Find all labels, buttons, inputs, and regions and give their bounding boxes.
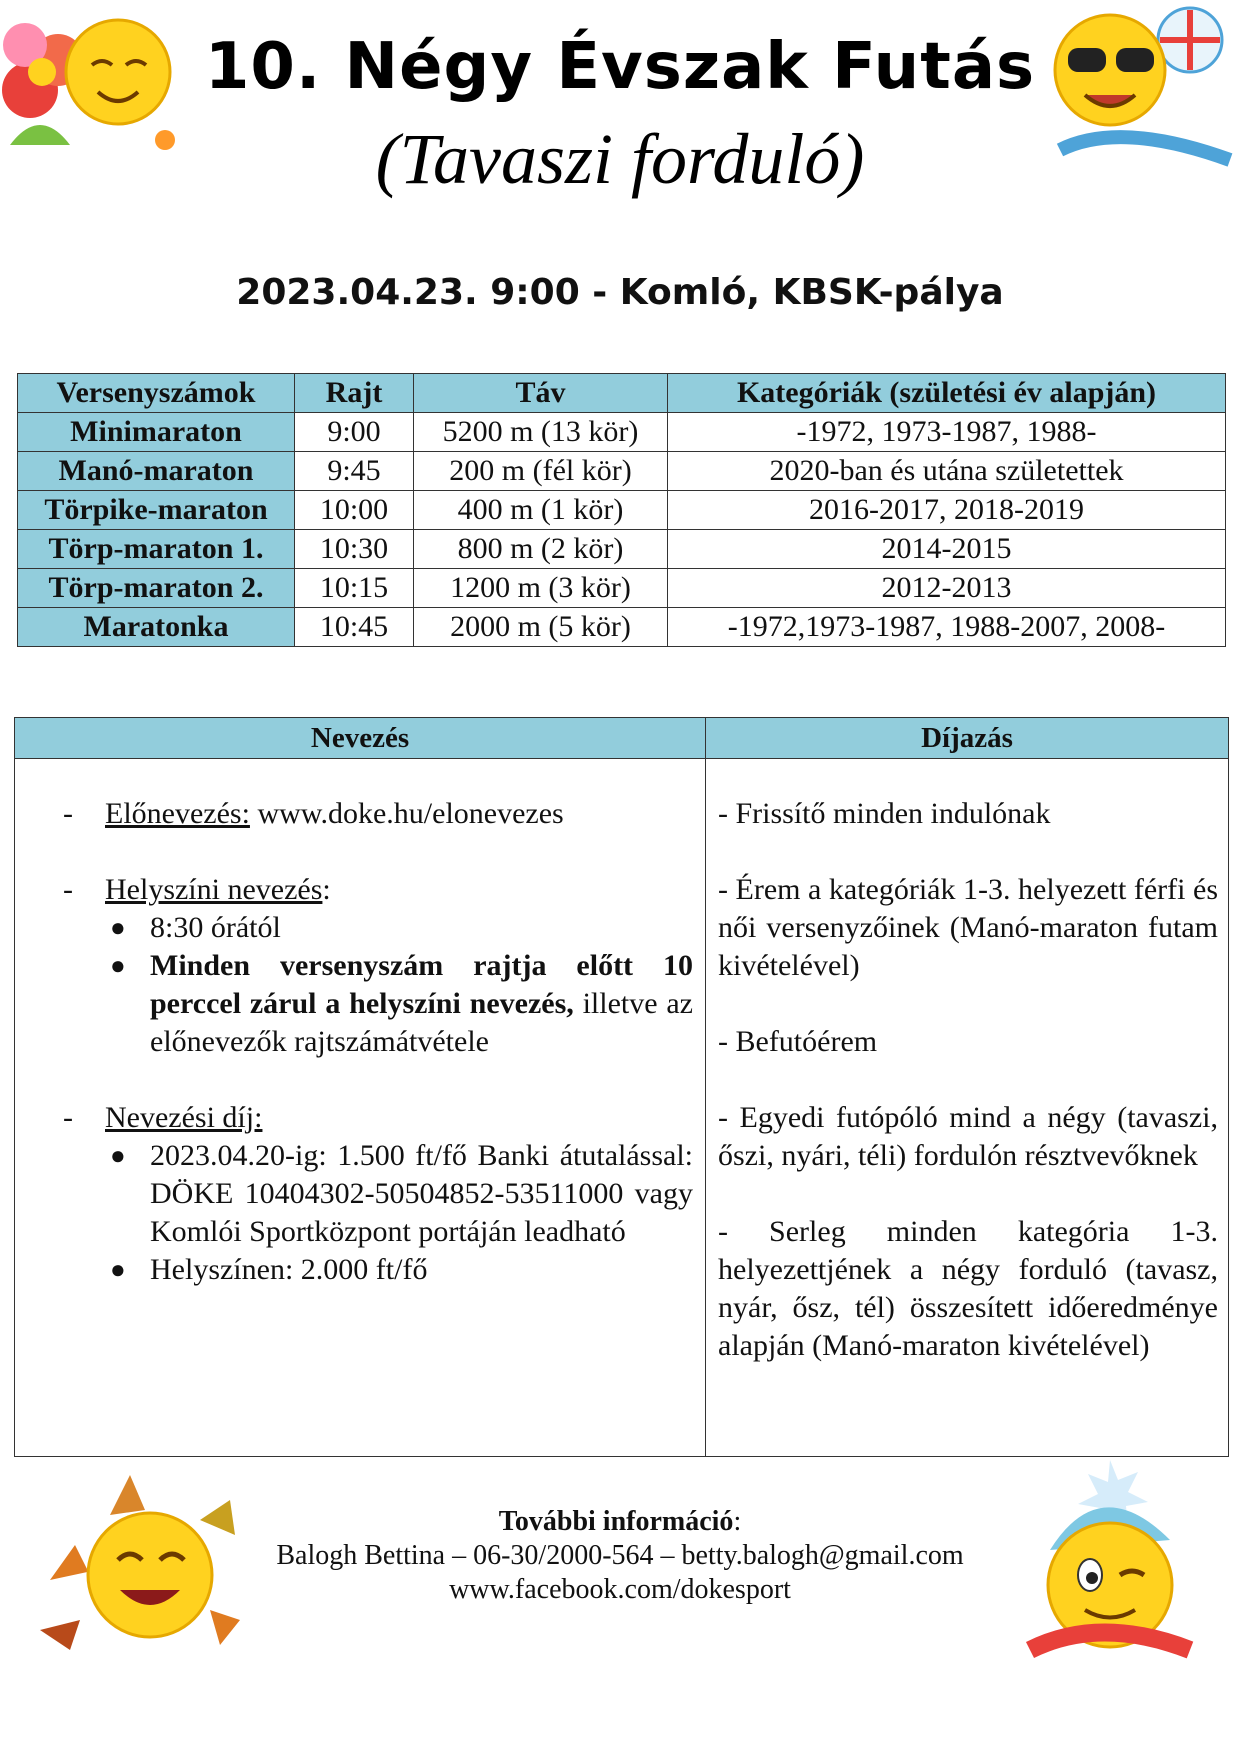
table-row xyxy=(18,530,1226,569)
race-start: 10:30 xyxy=(295,530,414,569)
bullet-icon: ● xyxy=(110,913,126,942)
prize-item: - Egyedi futópóló mind a négy (tavaszi, őszi, nyári, téli) fordulón résztvevőknek xyxy=(718,1101,1218,1172)
col-header-categories: Kategóriák (születési év alapján) xyxy=(668,374,1226,413)
onsite-registration-label: Helyszíni nevezés xyxy=(105,873,323,906)
col-header-distance: Táv xyxy=(414,374,668,413)
race-name: Törp-maraton 2. xyxy=(18,569,295,608)
onsite-list xyxy=(105,909,693,1061)
race-categories: 2014-2015 xyxy=(668,530,1226,569)
contact-line: Balogh Bettina – 06-30/2000-564 – betty.balogh@gmail.com xyxy=(276,1540,964,1571)
dash-marker: - xyxy=(63,873,73,906)
item-text: Helyszínen: 2.000 ft/fő xyxy=(150,1253,428,1286)
dash-marker: - xyxy=(63,1101,73,1134)
race-name: Törpike-maraton xyxy=(18,491,295,530)
item-text: 8:30 órától xyxy=(150,911,281,944)
bullet-icon: ● xyxy=(110,951,126,980)
pre-registration-label: Előnevezés: xyxy=(105,797,250,830)
race-categories: 2016-2017, 2018-2019 xyxy=(668,491,1226,530)
winter-smiley-icon xyxy=(970,1440,1220,1680)
race-categories: 2012-2013 xyxy=(668,569,1226,608)
autumn-smiley-icon xyxy=(20,1460,260,1660)
spring-smiley-icon xyxy=(0,0,200,175)
col-header-events: Versenyszámok xyxy=(18,374,295,413)
race-name: Minimaraton xyxy=(18,413,295,452)
onsite-registration-item xyxy=(63,871,693,1061)
race-distance: 5200 m (13 kör) xyxy=(414,413,668,452)
race-name: Maratonka xyxy=(18,608,295,647)
list-item xyxy=(110,1137,693,1251)
footer-heading: További információ xyxy=(498,1506,734,1537)
label-colon: : xyxy=(322,873,331,906)
item-text: 2023.04.20-ig: 1.500 ft/fő Banki átutalással: DÖKE 10404302-50504852-53511000 vagy Komlói Sportközpont portáján leadható xyxy=(150,1139,693,1248)
prize-item: - Serleg minden kategória 1-3. helyezettjének a négy forduló (tavasz, nyár, ősz, tél) összesített időeredménye alapján (Manó-maraton kivételével) xyxy=(718,1215,1218,1362)
prize-item: - Befutóérem xyxy=(718,1025,878,1058)
list-item xyxy=(110,947,693,1061)
race-distance: 800 m (2 kör) xyxy=(414,530,668,569)
race-distance: 2000 m (5 kör) xyxy=(414,608,668,647)
fee-list xyxy=(105,1137,693,1289)
race-distance: 1200 m (3 kör) xyxy=(414,569,668,608)
prizes-header: Díjazás xyxy=(706,718,1229,759)
races-table xyxy=(17,373,1226,647)
race-categories: -1972, 1973-1987, 1988- xyxy=(668,413,1226,452)
race-start: 10:00 xyxy=(295,491,414,530)
table-row xyxy=(18,569,1226,608)
list-item xyxy=(110,909,693,947)
registration-header: Nevezés xyxy=(15,718,706,759)
prize-item: - Frissítő minden indulónak xyxy=(718,797,1051,830)
pre-registration-item xyxy=(63,795,693,833)
page-subtitle: (Tavaszi forduló) xyxy=(375,119,865,199)
race-start: 9:45 xyxy=(295,452,414,491)
table-row xyxy=(18,608,1226,647)
registration-section xyxy=(15,759,706,1457)
table-row xyxy=(18,491,1226,530)
race-categories: -1972,1973-1987, 1988-2007, 2008- xyxy=(668,608,1226,647)
prize-item: - Érem a kategóriák 1-3. helyezett férfi és női versenyzőinek (Manó-maraton futam kivételével) xyxy=(718,873,1218,982)
prizes-section xyxy=(706,759,1229,1457)
bullet-icon: ● xyxy=(110,1141,126,1170)
race-name: Manó-maraton xyxy=(18,452,295,491)
event-date-location: 2023.04.23. 9:00 - Komló, KBSK-pálya xyxy=(236,272,1004,313)
info-table xyxy=(14,717,1229,1457)
contact-footer xyxy=(240,1505,1000,1607)
races-header-row xyxy=(18,374,1226,413)
race-name: Törp-maraton 1. xyxy=(18,530,295,569)
dash-marker: - xyxy=(63,797,73,830)
bullet-icon: ● xyxy=(110,1255,126,1284)
table-row xyxy=(18,452,1226,491)
race-start: 10:45 xyxy=(295,608,414,647)
summer-smiley-icon xyxy=(1040,0,1241,175)
entry-fee-label: Nevezési díj: xyxy=(105,1101,263,1134)
race-distance: 200 m (fél kör) xyxy=(414,452,668,491)
facebook-link[interactable]: www.facebook.com/dokesport xyxy=(449,1574,791,1605)
page-title: 10. Négy Évszak Futás xyxy=(204,30,1036,104)
table-row xyxy=(18,413,1226,452)
list-item xyxy=(110,1251,693,1289)
label-colon: : xyxy=(733,1506,742,1537)
race-distance: 400 m (1 kör) xyxy=(414,491,668,530)
col-header-start: Rajt xyxy=(295,374,414,413)
pre-registration-link[interactable]: www.doke.hu/elonevezes xyxy=(249,797,564,830)
race-categories: 2020-ban és utána születettek xyxy=(668,452,1226,491)
race-start: 9:00 xyxy=(295,413,414,452)
item-bold-text: Minden versenyszám rajtja előtt 10 perccel zárul a helyszíni nevezés, xyxy=(150,949,693,1020)
entry-fee-item xyxy=(63,1099,693,1289)
race-start: 10:15 xyxy=(295,569,414,608)
item-text: illetve az előnevezők rajtszámátvétele xyxy=(150,987,693,1058)
